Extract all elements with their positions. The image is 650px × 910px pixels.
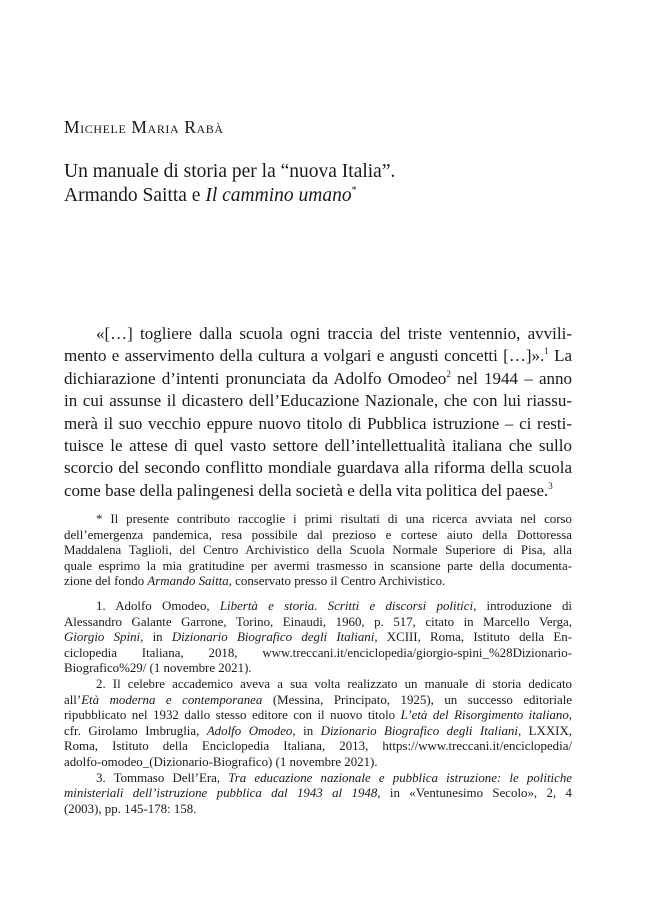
footnote-2-line: 2. Il celebre accademico aveva a sua volta realizzato un manuale di storia dedicato	[96, 676, 572, 691]
footnote-3-line: ministeriali dell’istruzione pubblica dal 1943 al 1948, in «Ventunesimo Secolo», 2, 4	[64, 786, 572, 801]
title-footnote-mark: *	[351, 185, 357, 196]
footnote-2-line: cfr. Girolamo Imbruglia, Adolfo Omodeo, in Dizionario Biografico degli Italiani, LXXIX,	[64, 723, 572, 738]
footnote-3-line: 3. Tommaso Dell’Era, Tra educazione nazionale e pubblica istruzione: le politiche	[96, 770, 573, 785]
footnote-2-line: adolfo-omodeo_(Dizionario-Biografico) (1 novembre 2021).	[64, 754, 378, 769]
footnote-ref: 3	[548, 480, 553, 491]
body-line: mento e asservimento della cultura a volgari e angusti concetti […]».$^1$ La	[64, 346, 573, 366]
title-line-2: Armando Saitta e Il cammino umano*	[64, 185, 357, 206]
body-line: merà il suo vecchio eppure nuovo titolo di Pubblica istruzione – ci resti-	[64, 413, 572, 433]
body-line: tuisce le attese di quel vasto settore dell’intellettualità italiana che sullo	[64, 436, 572, 456]
body-line: come base della palingenesi della società e della vita politica del paese.$^3$	[64, 480, 553, 500]
footnote-2-line: ripubblicato nel 1932 dallo stesso editore con il nuovo titolo L’età del Risorgimento italiano,	[64, 708, 572, 723]
footnote-2-line: all’Età moderna e contemporanea (Messina, Principato, 1925), un successo editoriale	[64, 692, 572, 707]
body-line: «[…] togliere dalla scuola ogni traccia del triste ventennio, avvili-	[96, 324, 572, 343]
footnote-star-line: dell’emergenza pandemica, resa possibile dal prezioso e cortese aiuto della Dottoressa	[64, 527, 572, 542]
body-line: scorcio del secondo conflitto mondiale guardava alla riforma della scuola	[64, 458, 572, 478]
footnote-ref: 1	[544, 346, 549, 357]
footnote-1-line: 1. Adolfo Omodeo, Libertà e storia. Scritti e discorsi politici, introduzione di	[96, 598, 572, 613]
footnote-1-line: Alessandro Galante Garrone, Torino, Einaudi, 1960, p. 517, citato in Marcello Verga,	[64, 614, 572, 629]
body-line: in cui assunse il dicastero dell’Educazione Nazionale, che con lui riassu-	[64, 391, 572, 411]
title-line-1: Un manuale di storia per la “nuova Italia”.	[64, 161, 396, 182]
footnote-3-line: (2003), pp. 145-178: 158.	[64, 801, 197, 816]
footnote-1-line: ciclopedia Italiana, 2018, www.treccani.it/enciclopedia/giorgio-spini_%28Dizionario-	[64, 645, 572, 660]
footnote-star-line: Maddalena Taglioli, del Centro Archivistico della Scuola Normale Superiore di Pisa, alla	[64, 543, 572, 558]
footnote-star-line: zione del fondo Armando Saitta, conservato presso il Centro Archivistico.	[64, 574, 446, 589]
author-name: Michele Maria Rabà	[64, 117, 224, 137]
footnote-1-line: Giorgio Spini, in Dizionario Biografico degli Italiani, XCIII, Roma, Istituto della En-	[64, 630, 572, 645]
body-paragraph	[64, 323, 572, 502]
body-line: dichiarazione d’intenti pronunciata da Adolfo Omodeo$^2$ nel 1944 – anno	[64, 368, 572, 388]
title-italic-work: Il cammino umano	[205, 185, 352, 206]
article-title	[64, 160, 572, 208]
footnote-1-line: Biografico%29/ (1 novembre 2021).	[64, 661, 252, 676]
footnote-star-line: quale esprimo la mia gratitudine per avermi trasmesso in scansione parte della documenta-	[64, 558, 572, 573]
footnote-2-line: Roma, Istituto della Enciclopedia Italiana, 2013, https://www.treccani.it/enciclopedia/	[64, 739, 572, 754]
footnotes	[64, 512, 572, 817]
footnote-ref: 2	[446, 368, 451, 379]
footnote-star-line: * Il presente contributo raccoglie i primi risultati di una ricerca avviata nel corso	[96, 512, 572, 526]
